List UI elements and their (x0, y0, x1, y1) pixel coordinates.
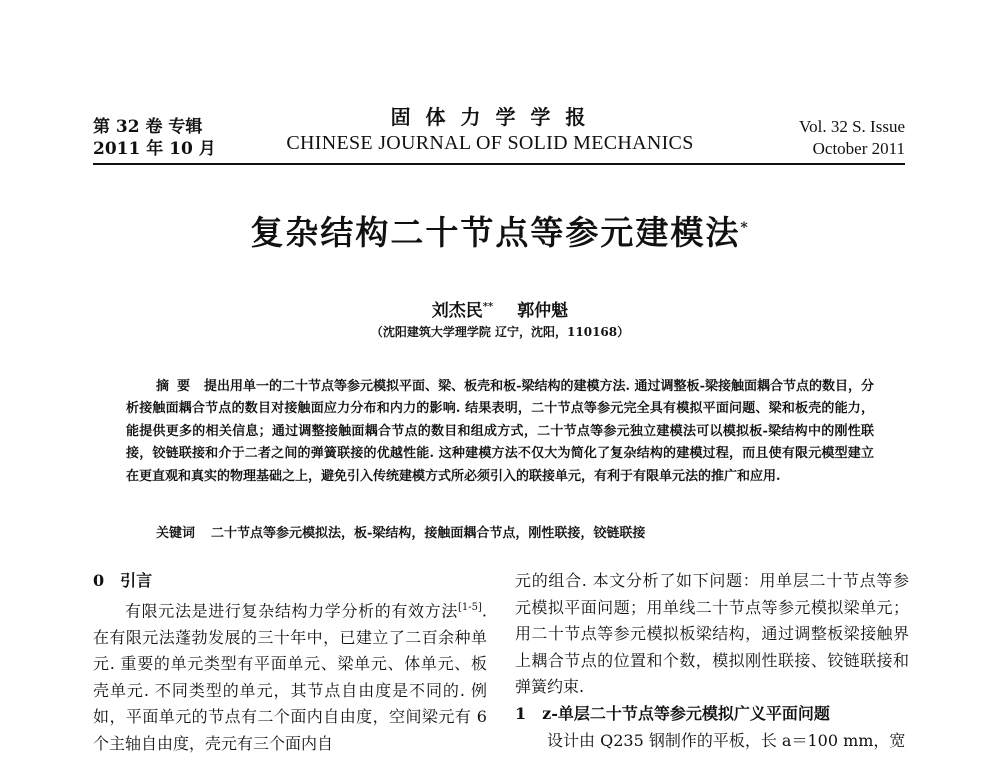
abstract (126, 376, 874, 488)
volume-cn: 第 32 卷 专辑 (93, 117, 203, 137)
paragraph-1 (93, 595, 487, 758)
title-footnote-mark: * (740, 220, 750, 236)
title-text: 复杂结构二十节点等参元建模法 (250, 213, 741, 252)
keywords-text: 二十节点等参元模拟法，板-梁结构，接触面耦合节点，刚性联接，铰链联接 (211, 526, 646, 541)
header-rule (93, 163, 905, 165)
journal-name-cn: 固 体 力 学 学 报 (390, 105, 590, 129)
author-2: 郭仲魁 (517, 301, 569, 321)
paragraph-1-text-a: 有限元法是进行复杂结构力学分析的有效方法 (125, 600, 458, 620)
abstract-label: 摘要 (156, 379, 199, 394)
section-0-heading: 0 引言 (93, 571, 153, 590)
header-right (799, 116, 905, 160)
affiliation: （沈阳建筑大学理学院 辽宁，沈阳，110168） (370, 325, 630, 339)
section-1-heading: 1 z-单层二十节点等参元模拟广义平面问题 (515, 703, 830, 723)
journal-name-en: CHINESE JOURNAL OF SOLID MECHANICS (286, 132, 694, 154)
abstract-text: 提出用单一的二十节点等参元模拟平面、梁、板壳和板-梁结构的建模方法. 通过调整板-梁接触面耦合节点的数目，分析接触面耦合节点的数目对接触面应力分布和内力的影响. 结果表明，二十节点等参元完全具有模拟平面问题、梁和板壳的能力，能提供更多的相关信息；通过调整接触面耦合节点的数目和组成方式，二十节点等参元独立建模法可以模拟板-梁结构中的刚性联接，铰链联接和介于二者之间的弹簧联接的优越性能. 这种建模方法不仅大为简化了复杂结构的建模过程，而且使有限元模型建立在更直观和真实的物理基础之上，避免引入传统建模方式所必须引入的联接单元，有利于有限单元法的推广和应用. (126, 379, 874, 484)
body-column-left (93, 568, 487, 757)
date-en: October 2011 (812, 139, 905, 158)
journal-name (260, 104, 720, 156)
author-1-mark: ** (482, 301, 494, 313)
paragraph-1-text-b: . 在有限元法蓬勃发展的三十年中，已建立了二百余种单元. 重要的单元类型有平面单元、梁单元、体单元、板壳单元. 不同类型的单元，其节点自由度是不同的. 例如，平面单元的节点有二个面内自由度，空间梁元有 6 个主轴自由度，壳元有三个面内自 (93, 600, 487, 753)
keywords (156, 522, 876, 541)
date-cn: 2011 年 10 月 (93, 139, 216, 159)
paragraph-3: 设计由 Q235 钢制作的平板，长 a＝100 mm，宽 (547, 730, 906, 750)
paragraph-2: 元的组合. 本文分析了如下问题：用单层二十节点等参元模拟平面问题；用单线二十节点等参元模拟梁单元；用二十节点等参元模拟板梁结构，通过调整板梁接触界上耦合节点的位置和个数，模拟刚性联接、铰链联接和弹簧约束. (515, 571, 909, 697)
citation-ref: [1-5] (458, 601, 482, 613)
volume-en: Vol. 32 S. Issue (799, 117, 905, 136)
author-1: 刘杰民 (431, 301, 483, 321)
body-column-right (515, 568, 909, 754)
paper-title (0, 207, 1000, 254)
keywords-label: 关键词 (156, 526, 196, 541)
author-list (0, 296, 1000, 321)
header-left (93, 116, 216, 160)
